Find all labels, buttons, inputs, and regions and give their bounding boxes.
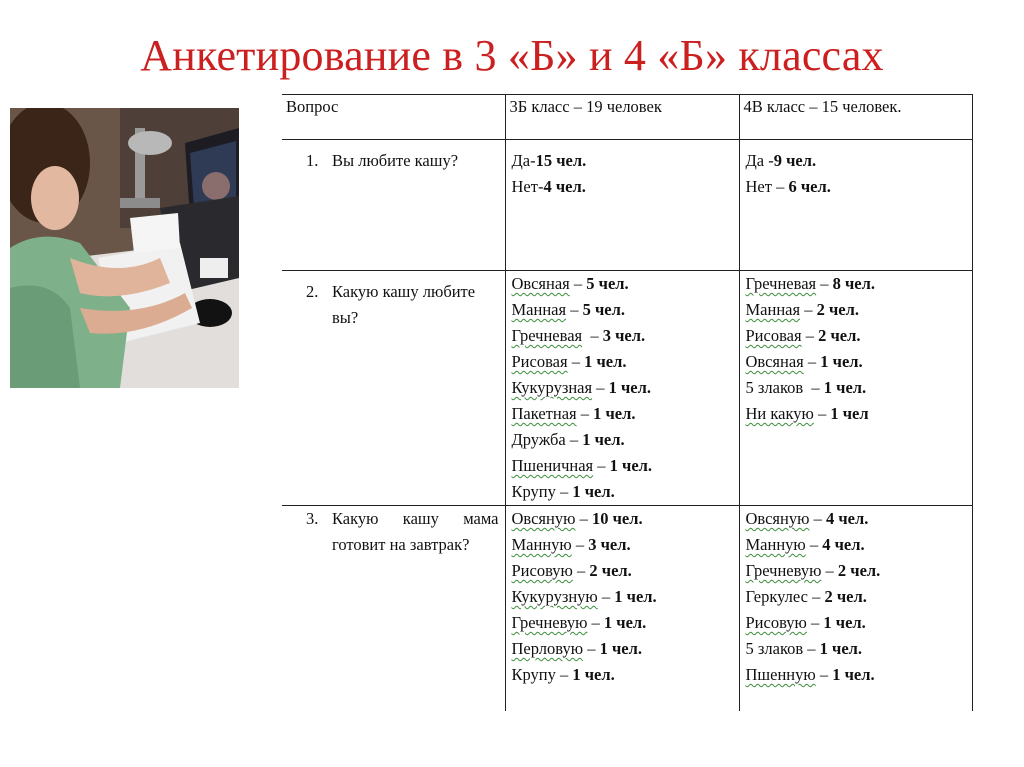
answer-count: 15 чел. [535,151,587,170]
question-cell: 1. Вы любите кашу? [282,140,505,271]
header-class-4v: 4В класс – 15 человек. [739,95,972,140]
answer-count: 1 чел. [572,665,615,684]
answer-count: 1 чел. [823,613,866,632]
answer-line [512,558,733,584]
answer-name: Пакетная [511,404,577,423]
answer-separator: – [806,613,824,632]
answer-separator: – [593,456,610,475]
answer-count: 2 чел. [589,561,632,580]
answer-separator: – [565,430,583,449]
answer-count: 1 чел. [572,482,615,501]
survey-table [282,94,973,711]
answers-4v-cell [739,506,972,711]
answer-line [512,636,733,662]
answer-name: Рисовая [511,352,568,371]
answer-line [746,532,966,558]
answer-count: 1 чел [830,404,869,423]
answer-count: 4 чел. [543,177,586,196]
answer-name: Нет [511,177,538,196]
answer-count: 3 чел. [588,535,631,554]
answer-name: Да [511,151,531,170]
answer-name: Рисовую [745,613,807,632]
answer-line [512,349,733,375]
answers-3b-cell [505,271,739,506]
answers-4v-cell [739,271,972,506]
answer-count: 2 чел. [837,561,881,580]
table-row [282,506,972,711]
answer-separator: – [807,587,825,606]
answer-name: Пшеничная [511,456,594,475]
answer-line [512,401,733,427]
answer-line [512,584,733,610]
answer-count: 5 чел. [586,274,629,293]
answer-line [746,375,966,401]
answer-line [746,636,966,662]
answer-separator: - [530,151,536,170]
answer-line [746,297,966,323]
answer-name: Гречневая [511,326,583,345]
answer-separator: – [771,177,789,196]
answer-line [512,271,733,297]
answer-separator: – [576,404,594,423]
answer-line [512,662,733,688]
answer-name: Ни какую [745,404,814,423]
answer-name: Овсяная [745,352,804,371]
answer-separator: – [583,639,600,658]
answer-line [512,506,733,532]
answer-count: 2 чел. [824,587,867,606]
answer-count: 1 чел. [820,352,863,371]
answer-name: 5 злаков [745,378,804,397]
answer-name: Гречневую [511,613,588,632]
answer-separator: – [572,561,590,580]
answer-separator: – [592,378,609,397]
answer-count: 1 чел. [582,430,625,449]
answer-count: 1 чел. [599,639,642,658]
answer-separator: – [809,509,826,528]
answer-name: Геркулес [745,587,808,606]
slide-title: Анкетирование в 3 «Б» и 4 «Б» классах [140,31,884,80]
answer-name: Манную [745,535,806,554]
answer-separator: – [803,352,821,371]
answer-count: 1 чел. [593,404,636,423]
answer-line [746,506,966,532]
answer-separator: – [815,665,833,684]
answer-separator: – [569,274,587,293]
answer-count: 1 чел. [609,456,653,475]
answer-line [512,427,733,453]
answer-count: 1 чел. [584,352,627,371]
answer-count: 6 чел. [788,177,831,196]
answer-line [512,174,733,200]
answer-separator: – [575,509,592,528]
answer-name: 5 злаков [745,639,804,658]
answer-name: Гречневую [745,561,822,580]
answer-line [746,323,966,349]
answer-name: Крупу [511,482,556,501]
answer-count: 9 чел. [773,151,817,170]
answer-name: Овсяную [511,509,576,528]
answer-separator: – [803,378,824,397]
answer-name: Манная [745,300,801,319]
answer-name: Гречневая [745,274,817,293]
answer-separator: – [555,482,573,501]
answer-name: Перловую [511,639,584,658]
answer-name: Рисовую [511,561,573,580]
answer-separator: – [813,404,831,423]
answer-line [512,532,733,558]
answer-name: Овсяную [745,509,810,528]
answer-name: Кукурузную [511,587,598,606]
answer-separator: – [587,613,604,632]
answers-3b-cell [505,140,739,271]
answer-line [746,174,966,200]
answer-count: 1 чел. [603,613,647,632]
answer-count: 5 чел. [582,300,625,319]
answer-name: Нет [745,177,772,196]
answers-3b-cell [505,506,739,711]
answer-separator: - [537,177,544,196]
answer-separator: – [555,665,573,684]
answers-4v-cell [739,140,972,271]
table-row [282,140,972,271]
answer-line [512,297,733,323]
answer-count: 4 чел. [825,509,869,528]
answer-separator: – [801,326,819,345]
answer-line [746,349,966,375]
answer-line [746,610,966,636]
table-row [282,271,972,506]
answer-name: Да [745,151,769,170]
answer-count: 1 чел. [823,378,867,397]
answer-separator: - [768,151,774,170]
answer-separator: – [571,535,589,554]
answer-name: Манная [511,300,567,319]
answer-name: Овсяная [511,274,570,293]
answer-separator: – [821,561,838,580]
answer-count: 10 чел. [591,509,643,528]
answer-name: Кукурузная [511,378,593,397]
question-cell: 2. Какую кашу любите вы? [282,271,505,506]
question-cell: 3. Какую кашу мама готовит на завтрак? [306,509,499,554]
answer-separator: – [803,639,820,658]
answer-line [746,584,966,610]
answer-separator: – [567,352,585,371]
answer-separator: – [582,326,603,345]
survey-photo [10,108,239,388]
answer-separator: – [816,274,833,293]
answer-separator: – [597,587,615,606]
answer-line [512,375,733,401]
answer-count: 1 чел. [614,587,657,606]
answer-line [512,479,733,505]
answer-name: Манную [511,535,572,554]
answer-line [746,148,966,174]
answer-line [746,662,966,688]
answer-name: Крупу [511,665,556,684]
answer-count: 8 чел. [832,274,875,293]
answer-count: 4 чел. [822,535,865,554]
answer-name: Пшенную [745,665,816,684]
answer-count: 1 чел. [819,639,863,658]
answer-separator: – [805,535,823,554]
answer-count: 1 чел. [608,378,651,397]
answer-count: 3 чел. [602,326,646,345]
answer-name: Дружба [511,430,566,449]
answer-line [512,453,733,479]
answer-line [512,148,733,174]
answer-name: Рисовая [745,326,802,345]
answer-line [746,558,966,584]
answer-separator: – [800,300,817,319]
answer-line [746,271,966,297]
answer-count: 1 чел. [832,665,875,684]
header-question: Вопрос [282,95,505,140]
answer-count: 2 чел. [818,326,861,345]
answer-line [512,610,733,636]
answer-count: 2 чел. [816,300,859,319]
answer-separator: – [566,300,583,319]
table-header-row [282,95,972,140]
answer-line [512,323,733,349]
answer-line [746,401,966,427]
header-class-3b: 3Б класс – 19 человек [505,95,739,140]
